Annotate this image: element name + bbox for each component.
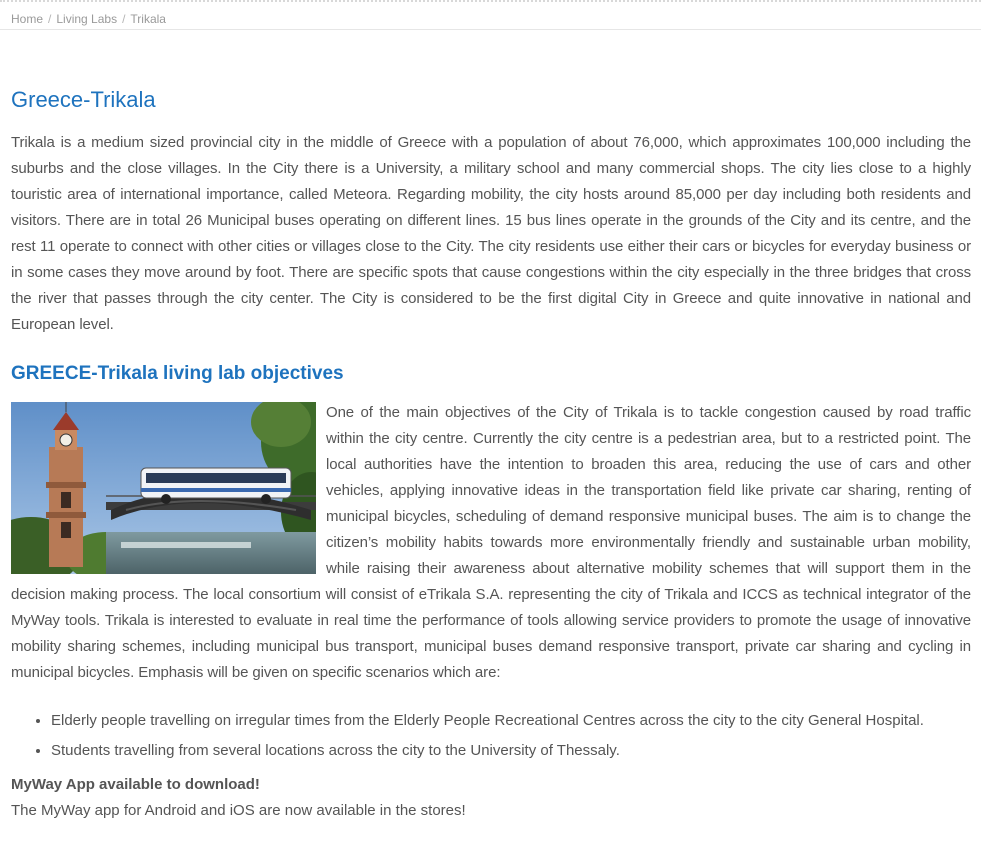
breadcrumb-separator: / <box>48 12 52 26</box>
objectives-section <box>11 400 971 824</box>
trikala-bridge-photo <box>11 402 316 574</box>
scenario-list <box>11 708 971 764</box>
main-content <box>11 84 971 824</box>
app-download-heading: MyWay App available to download! <box>11 776 260 793</box>
breadcrumb-home-link[interactable]: Home <box>11 12 44 26</box>
breadcrumb-living-labs-link[interactable]: Living Labs <box>56 12 118 26</box>
list-item: • Elderly people travelling on irregular times from the Elderly People Recreational Centres across the city to the city General Hospital. <box>51 708 971 734</box>
breadcrumb-separator: / <box>122 12 126 26</box>
page-title: Greece-Trikala <box>11 87 156 112</box>
top-dotted-border <box>0 0 981 2</box>
breadcrumb-divider <box>0 29 981 30</box>
list-item: • Students travelling from several locations across the city to the University of Thessaly. <box>51 738 971 764</box>
objectives-heading: GREECE-Trikala living lab objectives <box>11 363 344 384</box>
breadcrumb <box>11 10 166 28</box>
intro-paragraph: Trikala is a medium sized provincial city in the middle of Greece with a population of about 76,000, which approximates 100,000 including the suburbs and the close villages. In the City there is a University, a military school and many commercial shops. The city lies close to a highly touristic area of international importance, called Meteora. Regarding mobility, the city hosts around 85,000 per day including both residents and visitors. There are in total 26 Municipal buses operating on different lines. 15 bus lines operate in the grounds of the City and its centre, and the rest 11 operate to connect with other cities or villages close to the City. The city residents use either their cars or bicycles for everyday business or in some cases they move around by foot. There are specific spots that cause congestions within the city especially in the three bridges that cross the river that passes through the city center. The City is considered to be the first digital City in Greece and quite innovative in national and European level. <box>11 134 971 333</box>
app-download-text: The MyWay app for Android and iOS are now available in the stores! <box>11 802 466 819</box>
breadcrumb-current: Trikala <box>130 12 166 26</box>
objectives-paragraph: One of the main objectives of the City of Trikala is to tackle congestion caused by road traffic within the city centre. Currently the city centre is a pedestrian area, but to a restricted point. The local authorities have the intention to broaden this area, reducing the use of cars and other vehicles, applying innovative ideas in the transportation field like private car sharing, renting of municipal bicycles, scheduling of demand responsive municipal buses. The aim is to change the citizen’s mobility habits towards more environmentally friendly and sustainable urban mobility, while raising their awareness about alternative mobility schemes that will support them in the decision making process. The local consortium will consist of eTrikala S.A. representing the city of Trikala and ICCS as technical integrator of the MyWay tools. Trikala is interested to evaluate in real time the performance of tools allowing service providers to promote the usage of innovative mobility sharing schemes, including municipal bus transport, municipal buses demand responsive transport, private car sharing and cycling in municipal bicycles. Emphasis will be given on specific scenarios which are: <box>11 404 971 681</box>
